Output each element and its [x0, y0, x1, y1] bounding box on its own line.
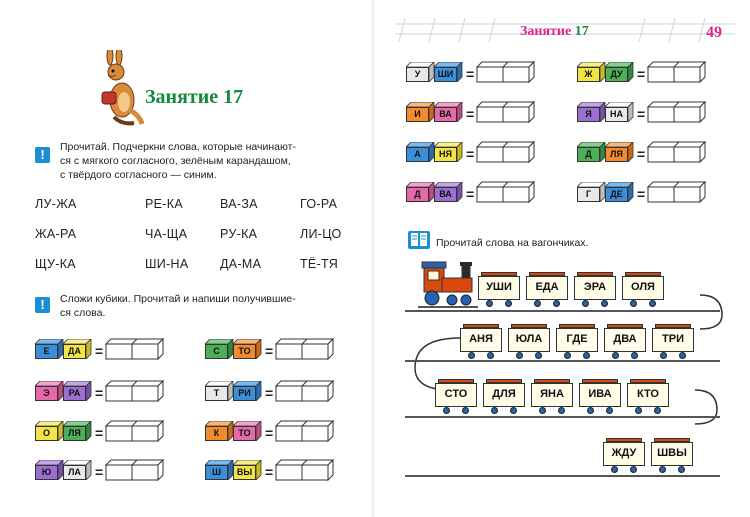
wagon-wheel — [583, 352, 590, 359]
answer-cubes[interactable] — [275, 420, 335, 447]
letter-cube — [406, 102, 437, 122]
syllable-word[interactable]: ЖА-РА — [35, 227, 77, 241]
page-number: 49 — [706, 24, 722, 41]
wagon-wheel — [516, 352, 523, 359]
train-wagon: ЭРА — [574, 276, 616, 300]
letter-cube — [406, 182, 437, 202]
instruction-line: Прочитай. Подчеркни слова, которые начинают- — [60, 141, 296, 153]
answer-cubes[interactable] — [105, 380, 165, 407]
letter-cube-label: Г — [577, 187, 600, 202]
equals-sign: = — [466, 106, 475, 122]
answer-cubes[interactable] — [105, 338, 165, 365]
letter-cube-label: И — [406, 107, 429, 122]
equals-sign: = — [95, 343, 104, 359]
wagon-wheel — [679, 352, 686, 359]
equals-sign: = — [265, 464, 274, 480]
train-wagon: ШВЫ — [651, 442, 693, 466]
locomotive-illustration — [418, 256, 478, 312]
syllable-word[interactable]: ГО-РА — [300, 197, 338, 211]
instruction-line: с твёрдого согласного — синим. — [60, 169, 217, 181]
syllable-word[interactable]: ЧА-ЩА — [145, 227, 188, 241]
letter-cube — [35, 339, 66, 359]
letter-cube-label: Э — [35, 386, 58, 401]
wagon-wheel — [630, 300, 637, 307]
syllable-cube — [63, 381, 94, 401]
equals-sign: = — [265, 425, 274, 441]
syllable-cube-label: ДЕ — [605, 187, 628, 202]
wagon-wheel — [486, 300, 493, 307]
wagon-wheel — [631, 352, 638, 359]
syllable-cube-label: РА — [63, 386, 86, 401]
wagon-wheel — [491, 407, 498, 414]
letter-cube-label: Ж — [577, 67, 600, 82]
wagon-wheel — [654, 407, 661, 414]
syllable-cube — [605, 182, 636, 202]
syllable-cube-label: РИ — [233, 386, 256, 401]
header-lesson-word: Занятие — [520, 24, 572, 39]
syllable-cube-label: ЛЯ — [63, 426, 86, 441]
wagon-wheel — [487, 352, 494, 359]
wagon-wheel — [582, 300, 589, 307]
letter-cube — [35, 421, 66, 441]
task3-instruction: Прочитай слова на вагончиках. — [436, 237, 589, 249]
wagon-wheel — [601, 300, 608, 307]
letter-cube-label: К — [205, 426, 228, 441]
equals-sign: = — [637, 106, 646, 122]
answer-cubes[interactable] — [647, 181, 707, 208]
instruction-line: ся слова. — [60, 307, 106, 319]
syllable-cube-label: НА — [605, 107, 628, 122]
wagon-wheel — [505, 300, 512, 307]
train-wagon: ГДЕ — [556, 328, 598, 352]
wagon-wheel — [535, 352, 542, 359]
wagon-wheel — [630, 466, 637, 473]
syllable-cube-label: ЛЯ — [605, 147, 628, 162]
letter-cube-label: У — [406, 67, 429, 82]
wagon-wheel — [462, 407, 469, 414]
wagon-wheel — [534, 300, 541, 307]
equals-sign: = — [466, 146, 475, 162]
answer-cubes[interactable] — [647, 141, 707, 168]
wagon-wheel — [635, 407, 642, 414]
answer-cubes[interactable] — [105, 420, 165, 447]
syllable-cube — [233, 460, 264, 480]
header-lesson-title — [520, 24, 589, 40]
equals-sign: = — [95, 425, 104, 441]
syllable-word[interactable]: ЩУ-КА — [35, 257, 76, 271]
equals-sign: = — [95, 464, 104, 480]
syllable-word[interactable]: ДА-МА — [220, 257, 262, 271]
letter-cube — [205, 421, 236, 441]
equals-sign: = — [95, 385, 104, 401]
syllable-cube — [605, 142, 636, 162]
train-wagon: КТО — [627, 383, 669, 407]
train-wagon: СТО — [435, 383, 477, 407]
syllable-word[interactable]: ШИ-НА — [145, 257, 189, 271]
syllable-cube — [233, 339, 264, 359]
train-wagon: ДВА — [604, 328, 646, 352]
train-wagon: ТРИ — [652, 328, 694, 352]
exclamation-icon: ! — [35, 297, 50, 313]
train-wagon: ЮЛА — [508, 328, 550, 352]
wagon-wheel — [468, 352, 475, 359]
train-rail — [405, 416, 720, 418]
syllable-cube — [63, 339, 94, 359]
wagon-wheel — [678, 466, 685, 473]
train-wagon: ЖДУ — [603, 442, 645, 466]
syllable-word[interactable]: ВА-ЗА — [220, 197, 258, 211]
syllable-cube — [434, 102, 465, 122]
syllable-cube — [434, 62, 465, 82]
letter-cube-label: Д — [577, 147, 600, 162]
wagon-wheel — [564, 352, 571, 359]
header-lesson-number: 17 — [574, 24, 589, 39]
answer-cubes[interactable] — [476, 101, 536, 128]
instruction-line: ся с мягкого согласного, зелёным карандашом, — [60, 155, 291, 167]
syllable-cube-label: ВА — [434, 187, 457, 202]
syllable-cube — [233, 381, 264, 401]
train-wagon: УШИ — [478, 276, 520, 300]
letter-cube-label: Д — [406, 187, 429, 202]
wagon-wheel — [659, 466, 666, 473]
syllable-word[interactable]: ТЁ-ТЯ — [300, 257, 339, 271]
syllable-cube — [605, 102, 636, 122]
equals-sign: = — [466, 66, 475, 82]
train-rail — [405, 360, 720, 362]
answer-cubes[interactable] — [476, 61, 536, 88]
syllable-cube — [605, 62, 636, 82]
syllable-cube — [63, 421, 94, 441]
letter-cube-label: С — [205, 344, 228, 359]
train-rail — [405, 310, 720, 312]
letter-cube-label: Ю — [35, 465, 58, 480]
letter-cube — [577, 62, 608, 82]
letter-cube-label: Я — [577, 107, 600, 122]
answer-cubes[interactable] — [476, 181, 536, 208]
train-wagon: АНЯ — [460, 328, 502, 352]
equals-sign: = — [637, 146, 646, 162]
syllable-cube-label: ТО — [233, 344, 256, 359]
syllable-cube-label: ВА — [434, 107, 457, 122]
letter-cube-label: А — [406, 147, 429, 162]
letter-cube — [577, 182, 608, 202]
syllable-cube-label: НЯ — [434, 147, 457, 162]
syllable-cube — [233, 421, 264, 441]
answer-cubes[interactable] — [647, 61, 707, 88]
wagon-wheel — [606, 407, 613, 414]
equals-sign: = — [265, 343, 274, 359]
lesson-title: Занятие 17 — [145, 86, 244, 108]
answer-cubes[interactable] — [105, 459, 165, 486]
equals-sign: = — [466, 186, 475, 202]
letter-cube — [406, 142, 437, 162]
syllable-word[interactable]: РЕ-КА — [145, 197, 183, 211]
syllable-cube — [434, 182, 465, 202]
syllable-cube — [434, 142, 465, 162]
wagon-wheel — [558, 407, 565, 414]
wagon-wheel — [443, 407, 450, 414]
task2-instruction — [60, 292, 360, 320]
kangaroo-illustration — [92, 50, 144, 128]
wagon-wheel — [510, 407, 517, 414]
wagon-wheel — [587, 407, 594, 414]
equals-sign: = — [637, 186, 646, 202]
syllable-cube — [63, 460, 94, 480]
train-rail — [405, 475, 720, 477]
syllable-word[interactable]: РУ-КА — [220, 227, 258, 241]
instruction-line: Сложи кубики. Прочитай и напиши получившие- — [60, 293, 296, 305]
equals-sign: = — [637, 66, 646, 82]
syllable-cube-label: ДУ — [605, 67, 628, 82]
answer-cubes[interactable] — [275, 338, 335, 365]
answer-cubes[interactable] — [275, 459, 335, 486]
answer-cubes[interactable] — [647, 101, 707, 128]
train-wagon: ОЛЯ — [622, 276, 664, 300]
letter-cube-label: Ш — [205, 465, 228, 480]
equals-sign: = — [265, 385, 274, 401]
book-icon — [407, 230, 431, 250]
wagon-wheel — [611, 466, 618, 473]
letter-cube — [205, 339, 236, 359]
train-wagon: ЕДА — [526, 276, 568, 300]
wagon-wheel — [612, 352, 619, 359]
syllable-cube-label: ТО — [233, 426, 256, 441]
wagon-wheel — [553, 300, 560, 307]
syllable-cube-label: ВЫ — [233, 465, 256, 480]
letter-cube — [406, 62, 437, 82]
syllable-word[interactable]: ЛУ-ЖА — [35, 197, 77, 211]
letter-cube-label: Е — [35, 344, 58, 359]
letter-cube — [577, 142, 608, 162]
letter-cube — [35, 460, 66, 480]
train-wagon: ИВА — [579, 383, 621, 407]
syllable-word[interactable]: ЛИ-ЦО — [300, 227, 342, 241]
syllable-cube-label: ЛА — [63, 465, 86, 480]
letter-cube — [35, 381, 66, 401]
task1-instruction — [60, 140, 360, 182]
syllable-cube-label: ШИ — [434, 67, 457, 82]
exclamation-icon: ! — [35, 147, 50, 163]
wagon-wheel — [539, 407, 546, 414]
answer-cubes[interactable] — [476, 141, 536, 168]
answer-cubes[interactable] — [275, 380, 335, 407]
letter-cube — [205, 460, 236, 480]
letter-cube — [577, 102, 608, 122]
syllable-cube-label: ДА — [63, 344, 86, 359]
letter-cube — [205, 381, 236, 401]
letter-cube-label: Т — [205, 386, 228, 401]
wagon-wheel — [649, 300, 656, 307]
train-wagon: ДЛЯ — [483, 383, 525, 407]
letter-cube-label: О — [35, 426, 58, 441]
wagon-wheel — [660, 352, 667, 359]
train-wagon: ЯНА — [531, 383, 573, 407]
